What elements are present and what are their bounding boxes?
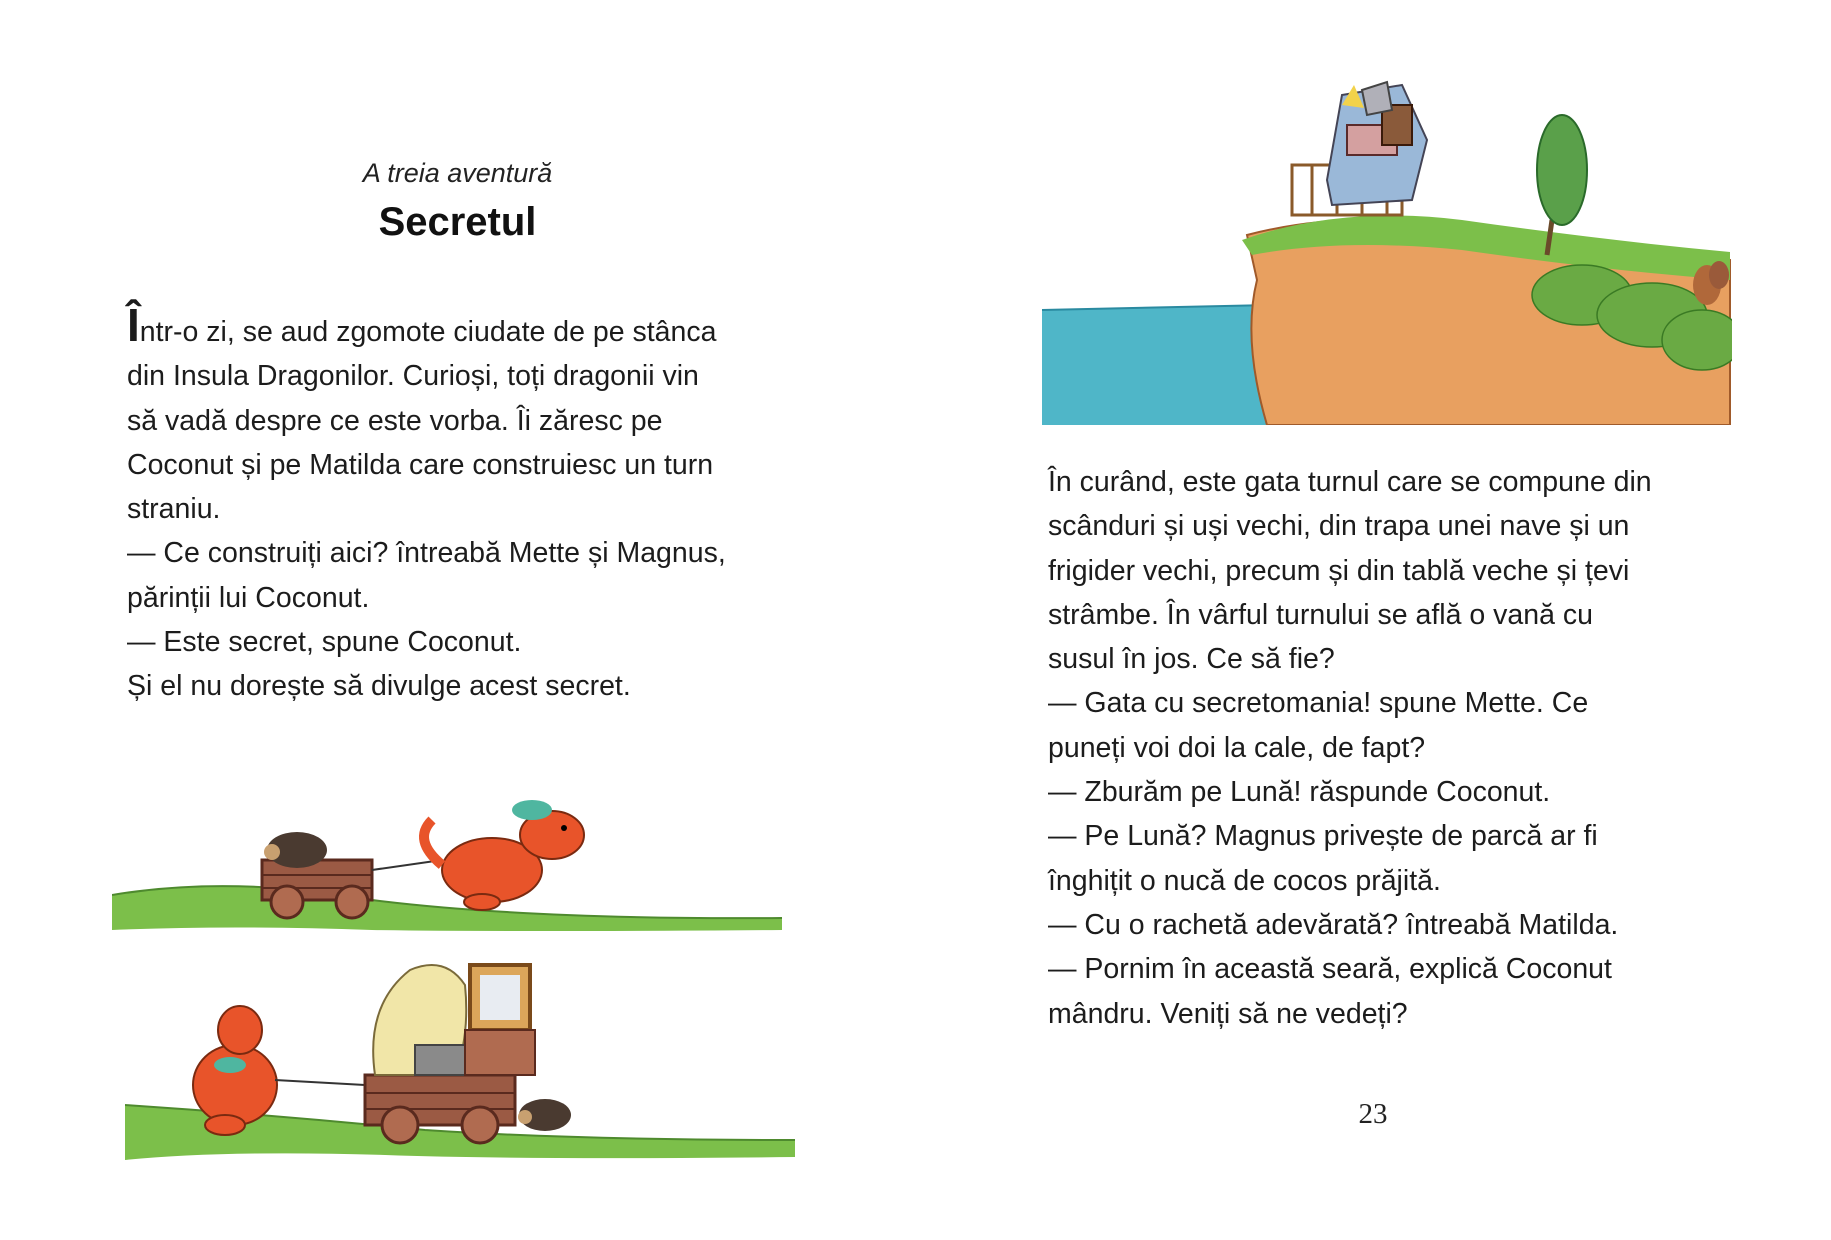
text-line: — Pornim în această seară, explică Coconut	[1048, 953, 1612, 986]
text-line: frigider vechi, precum și din tablă veche și țevi	[1048, 554, 1630, 587]
text-line: susul în jos. Ce să fie?	[1048, 643, 1335, 676]
dragon-pulling-cart-illustration	[112, 780, 792, 940]
text-line: — Zburăm pe Lună! răspunde Coconut.	[1048, 776, 1551, 809]
text-line: Și el nu dorește să divulge acest secret.	[127, 670, 631, 703]
text-line: înghițit o nucă de cocos prăjită.	[1048, 864, 1441, 897]
text-line: strâmbe. În vârful turnului se află o vană cu	[1048, 598, 1593, 631]
text-line: straniu.	[127, 493, 221, 526]
text-line: mândru. Veniți să ne vedeți?	[1048, 997, 1408, 1030]
text-line: părinții lui Coconut.	[127, 581, 370, 614]
tower-on-cliff-illustration	[1042, 80, 1732, 425]
right-page	[915, 0, 1831, 1240]
text-line: — Este secret, spune Coconut.	[127, 626, 522, 659]
text-line: Coconut și pe Matilda care construiesc un turn	[127, 448, 714, 481]
text-line: puneți voi doi la cale, de fapt?	[1048, 731, 1426, 764]
text-line: din Insula Dragonilor. Curioși, toți dragonii vin	[127, 360, 699, 393]
chapter-subtitle: A treia aventură	[362, 158, 553, 188]
text-line: scânduri și uși vechi, din trapa unei nave și un	[1048, 510, 1630, 543]
dropcap: Î	[127, 299, 140, 351]
text-line: să vadă despre ce este vorba. Îi zăresc pe	[127, 404, 663, 437]
text-line: — Gata cu secretomania! spune Mette. Ce	[1048, 687, 1589, 720]
chapter-title: Secretul	[378, 200, 537, 244]
text-line: În curând, este gata turnul care se compune din	[1048, 466, 1652, 498]
text-line: — Ce construiți aici? întreabă Mette și Magnus,	[127, 537, 726, 570]
text-line: — Pe Lună? Magnus privește de parcă ar fi	[1048, 820, 1598, 853]
text-line: — Cu o rachetă adevărată? întreabă Matilda.	[1048, 908, 1619, 941]
dragon-loaded-cart-illustration	[125, 945, 805, 1175]
right-story-text	[1048, 460, 1652, 1036]
text-line: Într-o zi, se aud zgomote ciudate de pe stânca	[127, 299, 717, 351]
page-number: 23	[1358, 1098, 1388, 1130]
left-page	[0, 0, 915, 1240]
left-story-text	[127, 299, 726, 709]
